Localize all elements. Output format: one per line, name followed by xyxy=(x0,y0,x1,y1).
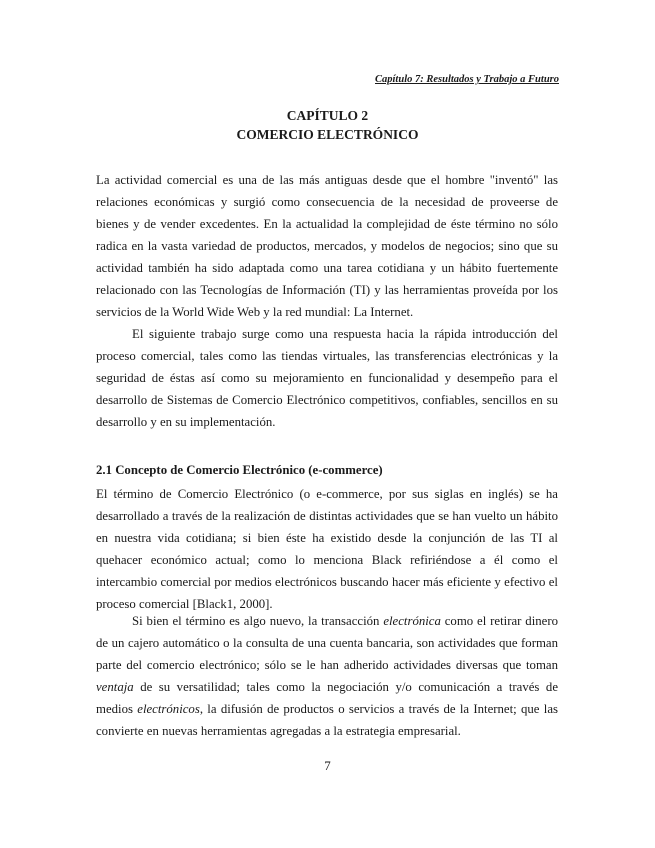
emphasis-electronicos: electrónicos xyxy=(137,702,200,716)
text-run: como el retirar dinero de un cajero automático o la consulta de una cuenta bancaria, son actividades que forman parte del comercio electrónico; sólo se le han adherido actividades diversas que toman xyxy=(96,614,558,672)
running-header: Capítulo 7: Resultados y Trabajo a Futuro xyxy=(375,74,559,85)
text-run: de su versatilidad; tales como la negociación y/o comunicación a través de medios xyxy=(96,680,558,716)
section-heading: 2.1 Concepto de Comercio Electrónico (e-commerce) xyxy=(96,463,383,477)
chapter-number: CAPÍTULO 2 xyxy=(286,108,369,123)
emphasis-ventaja: ventaja xyxy=(96,680,134,694)
page-number: 7 xyxy=(324,758,331,773)
intro-paragraph: La actividad comercial es una de las más antiguas desde que el hombre "inventó" las relaciones económicas y surgió como consecuencia de la necesidad de proveerse de bienes y de vender excedentes. En la actualidad la complejidad de éste término no sólo radica en la vasta variedad de productos, mercados, y modelos de negocios; sino que su actividad también ha sido adaptada como una tarea cotidiana y un hábito fuertemente relacionado con las Tecnologías de Información (TI) y las herramientas proveída por los servicios de la World Wide Web y la red mundial: La Internet. xyxy=(96,173,558,319)
section-paragraph-1: El término de Comercio Electrónico (o e-commerce, por sus siglas en inglés) se ha desarrollado a través de la realización de distintas actividades que se han vuelto un hábito en nuestra vida cotidiana; si bien éste ha existido desde la conjunción de las TI al quehacer económico actual; como lo menciona Black refiriéndose a él como el intercambio comercial por medios electrónicos buscando hacer más eficiente y efectivo el proceso comercial [Black1, 2000]. xyxy=(96,487,558,611)
emphasis-electronica: electrónica xyxy=(383,614,441,628)
text-run: , la difusión de productos o servicios a través de la Internet; que las convierte en nuevas herramientas agregadas a la estrategia empresarial. xyxy=(96,702,558,738)
section-paragraph-2 xyxy=(96,610,558,742)
second-paragraph: El siguiente trabajo surge como una respuesta hacia la rápida introducción del proceso comercial, tales como las tiendas virtuales, las transferencias electrónicas y la seguridad de éstas así como su mejoramiento en funcionalidad y desempeño para el desarrollo de Sistemas de Comercio Electrónico competitivos, confiables, sencillos en su desarrollo y en su implementación. xyxy=(96,327,558,429)
chapter-title: COMERCIO ELECTRÓNICO xyxy=(236,127,419,142)
text-run: Si bien el término es algo nuevo, la transacción xyxy=(132,614,384,628)
